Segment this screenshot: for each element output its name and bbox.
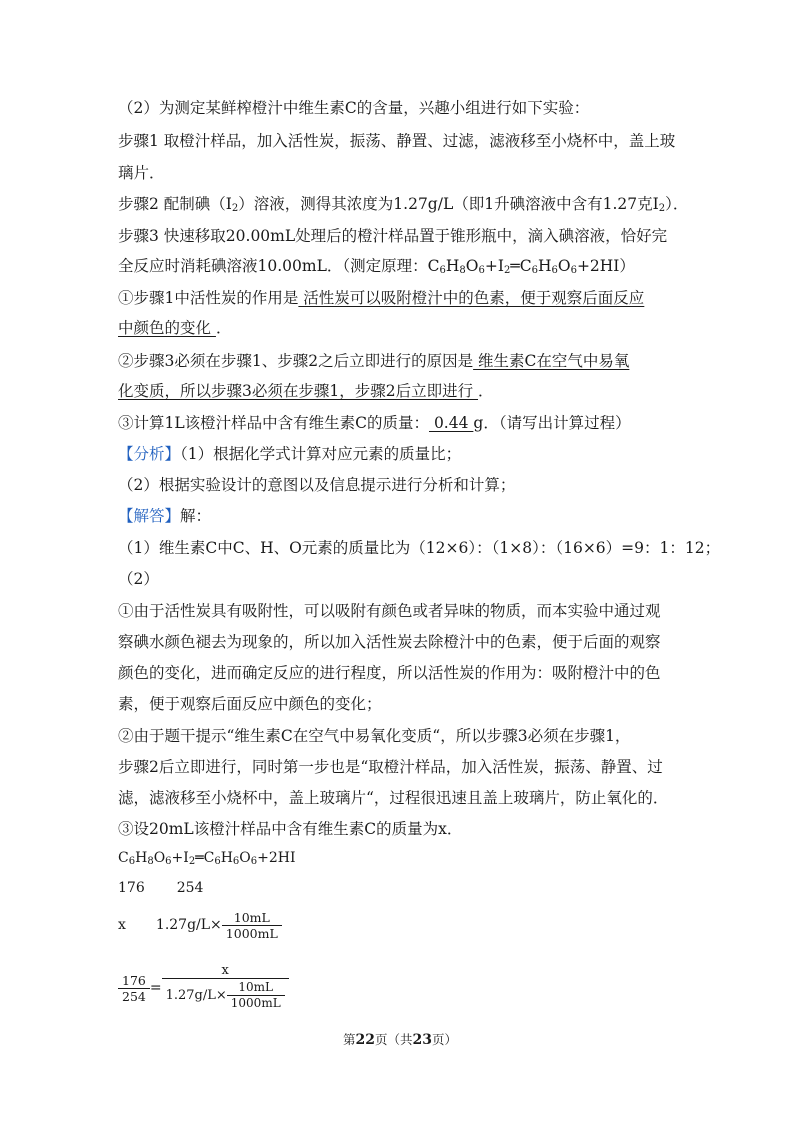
- subscript: 2: [188, 856, 196, 867]
- page-footer: [0, 1030, 800, 1050]
- unknown-x: x: [118, 917, 126, 933]
- text: 全反应时消耗碘溶液10.00mL．（测定原理：C: [118, 257, 440, 275]
- text: 察碘水颜色褪去为现象的，所以加入活性炭去除橙汁中的色素，便于后面的观察: [118, 633, 661, 651]
- text: （1）根据化学式计算对应元素的质量比；: [180, 445, 462, 463]
- question-text: ②步骤3必须在步骤1、步骤2之后立即进行的原因是: [118, 352, 474, 370]
- subscript: 6: [439, 265, 446, 276]
- text: 颜色的变化，进而确定反应的进行程度，所以活性炭的作用为：吸附橙汁中的色: [118, 664, 661, 682]
- molar-mass-iodine: 254: [176, 880, 204, 896]
- text: 步骤1 取橙汁样品，加入活性炭，振荡、静置、过滤，滤液移至小烧杯中，盖上玻: [118, 132, 676, 150]
- text: ．: [215, 319, 232, 337]
- question-2: [118, 349, 698, 373]
- concentration: 1.27g/L×: [165, 988, 227, 1003]
- fraction-numerator: 10mL: [222, 910, 282, 926]
- text-line: [118, 192, 698, 216]
- text-line: [118, 599, 698, 623]
- text: g．（请写出计算过程）: [473, 414, 631, 432]
- text: ═C: [195, 850, 215, 866]
- text: ②由于题干提示“维生素C在空气中易氧化变质“，所以步骤3必须在步骤1，: [118, 727, 631, 745]
- subscript: 2: [658, 203, 666, 214]
- page-total: 23: [412, 1032, 432, 1048]
- text: O: [465, 257, 479, 275]
- text: C: [118, 850, 129, 866]
- text: 滤，滤液移至小烧杯中，盖上玻璃片“，过程很迅速且盖上玻璃片，防止氧化的．: [118, 789, 669, 807]
- ratio-fraction-right: [162, 963, 289, 1013]
- text: 璃片．: [118, 164, 165, 182]
- text: （2）: [118, 570, 159, 588]
- subscript: 2: [231, 203, 239, 214]
- text: ．: [478, 382, 494, 400]
- text: 步骤3 快速移取20.00mL处理后的橙汁样品置于锥形瓶中，滴入碘溶液，恰好完: [118, 227, 668, 245]
- fraction-denominator: 1000mL: [230, 996, 281, 1010]
- text-line: [118, 96, 698, 120]
- text-line: [118, 755, 698, 779]
- molar-mass-line: [118, 876, 698, 900]
- text-line: [118, 692, 698, 716]
- text-line: [118, 817, 698, 841]
- fraction-numerator: 10mL: [227, 980, 285, 996]
- text: ①由于活性炭具有吸附性，可以吸附有颜色或者异味的物质，而本实验中通过观: [118, 602, 661, 620]
- subscript: 8: [147, 856, 154, 867]
- analysis-line: [118, 442, 698, 466]
- concentration: 1.27g/L×: [155, 917, 222, 933]
- text: ）．: [665, 195, 689, 213]
- solution-tag: 【解答】: [118, 507, 181, 525]
- chemical-equation: [118, 846, 698, 870]
- mass-line: [118, 907, 698, 943]
- text-line: [118, 630, 698, 654]
- question-1-cont: [118, 316, 698, 340]
- solution-line: [118, 504, 698, 528]
- text-line: [118, 661, 698, 685]
- fraction-numerator: x: [162, 963, 289, 979]
- text: +I: [171, 850, 189, 866]
- analysis-tag: 【分析】: [118, 445, 181, 463]
- text-line: [118, 254, 698, 278]
- volume-fraction: [227, 980, 285, 1011]
- text-line: [118, 129, 698, 153]
- text: +2HI: [257, 850, 296, 866]
- text: +I: [484, 257, 504, 275]
- text: ═C: [510, 257, 532, 275]
- text: O: [239, 850, 251, 866]
- footer-text: 页）: [431, 1032, 457, 1047]
- fraction-denominator: [162, 979, 289, 1013]
- equals-sign: =: [149, 980, 162, 996]
- question-text: ③计算1L该橙汁样品中含有维生素C的质量：: [118, 414, 430, 432]
- text-line: [118, 567, 698, 591]
- text: O: [153, 850, 166, 866]
- ratio-fraction: [118, 973, 150, 1004]
- text: 解：: [180, 507, 212, 525]
- subscript: 6: [128, 856, 136, 867]
- answer-text: 维生素C在空气中易氧: [473, 352, 630, 370]
- text: （2）为测定某鲜榨橙汁中维生素C的含量，兴趣小组进行如下实验：: [118, 99, 590, 117]
- text: H: [135, 850, 148, 866]
- answer-text: 活性炭可以吸附橙汁中的色素，便于观察后面反应: [298, 289, 645, 307]
- text: ）溶液，测得其浓度为1.27g/L（即1升碘溶液中含有1.27克I: [238, 195, 659, 213]
- subscript: 6: [551, 265, 558, 276]
- text: 素，便于观察后面反应中颜色的变化；: [118, 695, 382, 713]
- text-line: [118, 161, 698, 185]
- text: 步骤2 配制碘（I: [118, 195, 232, 213]
- subscript: 6: [232, 856, 240, 867]
- text: ③设20mL该橙汁样品中含有维生素C的质量为x．: [118, 820, 463, 838]
- text: O: [557, 257, 571, 275]
- subscript: 6: [214, 856, 221, 867]
- footer-text: 页（共: [374, 1032, 413, 1047]
- question-2-cont: [118, 379, 698, 403]
- ratio-equation: [118, 960, 698, 1016]
- answer-text: 化变质，所以步骤3必须在步骤1，步骤2后立即进行: [118, 382, 479, 400]
- text: 步骤2后立即进行，同时第一步也是“取橙汁样品，加入活性炭，振荡、静置、过: [118, 758, 663, 776]
- text-line: [118, 724, 698, 748]
- answer-text: 中颜色的变化: [118, 319, 216, 337]
- text: H: [445, 257, 460, 275]
- subscript: 6: [165, 856, 172, 867]
- fraction-denominator: 254: [122, 988, 146, 1004]
- text-line: [118, 473, 698, 497]
- subscript: 6: [478, 265, 485, 276]
- text-line: [118, 536, 721, 560]
- text: +2HI）: [576, 257, 635, 275]
- text: （1）维生素C中C、H、O元素的质量比为（12×6）：（1×8）：（16×6）=9：1：12；: [118, 539, 721, 557]
- page-number: 22: [355, 1032, 375, 1048]
- subscript: 6: [531, 265, 538, 276]
- subscript: 6: [570, 265, 577, 276]
- question-text: ①步骤1中活性炭的作用是: [118, 289, 299, 307]
- answer-text: 0.44: [429, 414, 474, 432]
- fraction-denominator: 1000mL: [225, 925, 278, 941]
- subscript: 8: [459, 265, 466, 276]
- text-line: [118, 786, 698, 810]
- text: （2）根据实验设计的意图以及信息提示进行分析和计算；: [118, 476, 516, 494]
- text-line: [118, 224, 698, 248]
- fraction-numerator: 176: [118, 973, 150, 989]
- question-3: [118, 411, 698, 435]
- text: H: [220, 850, 233, 866]
- question-1: [118, 286, 698, 310]
- subscript: 6: [250, 856, 258, 867]
- molar-mass-vitc: 176: [118, 880, 145, 896]
- subscript: 2: [503, 265, 511, 276]
- volume-fraction: [222, 910, 282, 941]
- text: H: [537, 257, 552, 275]
- footer-text: 第: [342, 1032, 356, 1047]
